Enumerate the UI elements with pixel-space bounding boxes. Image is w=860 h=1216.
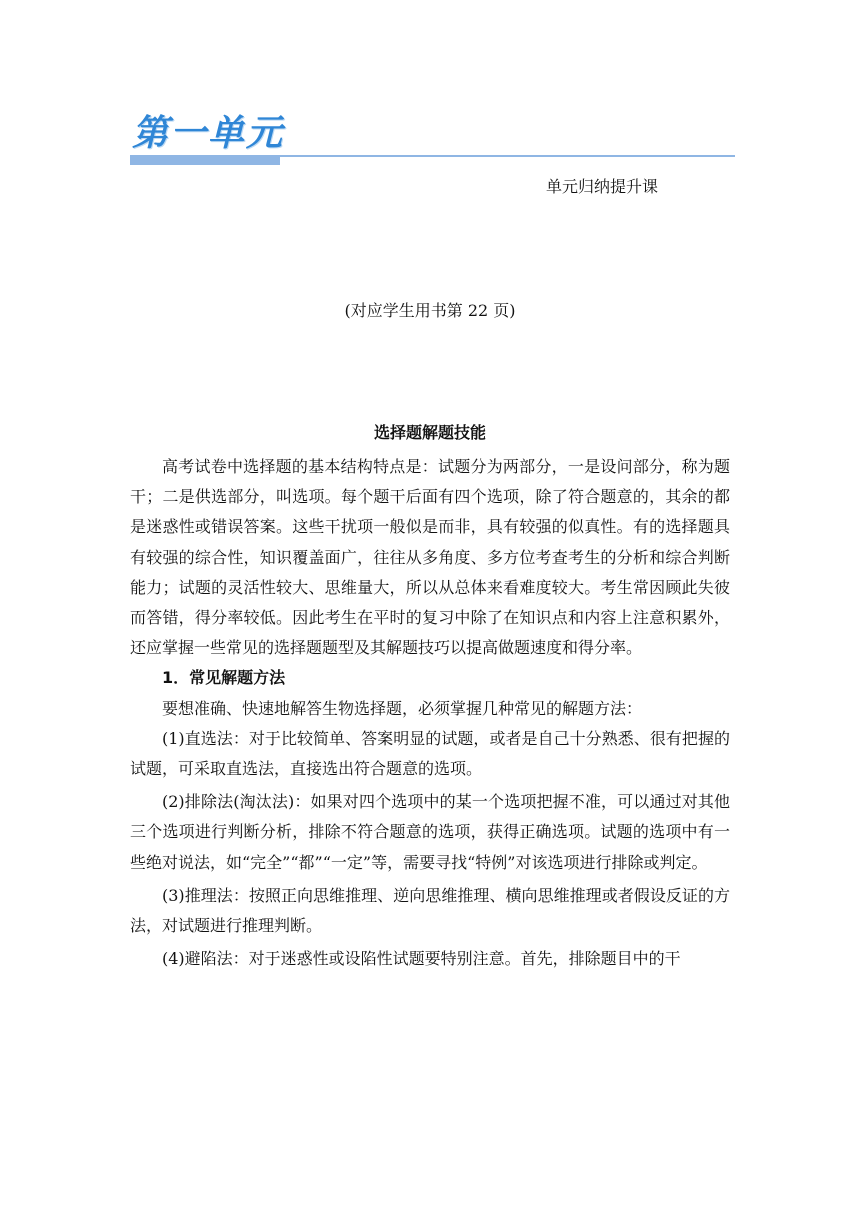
title-rule-accent bbox=[130, 155, 280, 165]
method-avoid-trap: (4)避陷法：对于迷惑性或设陷性试题要特别注意。首先，排除题目中的干 bbox=[162, 949, 681, 969]
method-inference: (3)推理法：按照正向思维推理、逆向思维推理、横向思维推理或者假设反证的方法，对试题进行推理判断。 bbox=[130, 885, 730, 936]
method-elimination: (2)排除法(淘汰法)：如果对四个选项中的某一个选项把握不准，可以通过对其他三个选项进行判断分析，排除不符合题意的选项，获得正确选项。试题的选项中有一些绝对说法，如“完全”“都”“一定”等，需要寻找“特例”对该选项进行排除或判定。 bbox=[130, 792, 730, 872]
section-title: 选择题解题技能 bbox=[373, 423, 486, 442]
unit-title: 第一单元 bbox=[132, 113, 285, 154]
lesson-subtitle: 单元归纳提升课 bbox=[546, 177, 659, 196]
subheading-methods: 1．常见解题方法 bbox=[162, 668, 286, 688]
lead-paragraph: 要想准确、快速地解答生物选择题，必须掌握几种常见的解题方法： bbox=[162, 698, 643, 718]
textbook-reference: (对应学生用书第 22 页) bbox=[344, 301, 516, 320]
intro-paragraph: 高考试卷中选择题的基本结构特点是：试题分为两部分，一是设问部分，称为题干；二是供选部分，叫选项。每个题干后面有四个选项，除了符合题意的，其余的都是迷惑性或错误答案。这些干扰项一般似是而非，具有较强的似真性。有的选择题具有较强的综合性，知识覆盖面广，往往从多角度、多方位考查考生的分析和综合判断能力；试题的灵活性较大、思维量大，所以从总体来看难度较大。考生常因顾此失彼而答错，得分率较低。因此考生在平时的复习中除了在知识点和内容上注意积累外，还应掌握一些常见的选择题题型及其解题技巧以提高做题速度和得分率。 bbox=[130, 457, 730, 658]
method-direct: (1)直选法：对于比较简单、答案明显的试题，或者是自己十分熟悉、很有把握的试题，可采取直选法，直接选出符合题意的选项。 bbox=[130, 728, 730, 779]
section-body bbox=[130, 452, 730, 974]
